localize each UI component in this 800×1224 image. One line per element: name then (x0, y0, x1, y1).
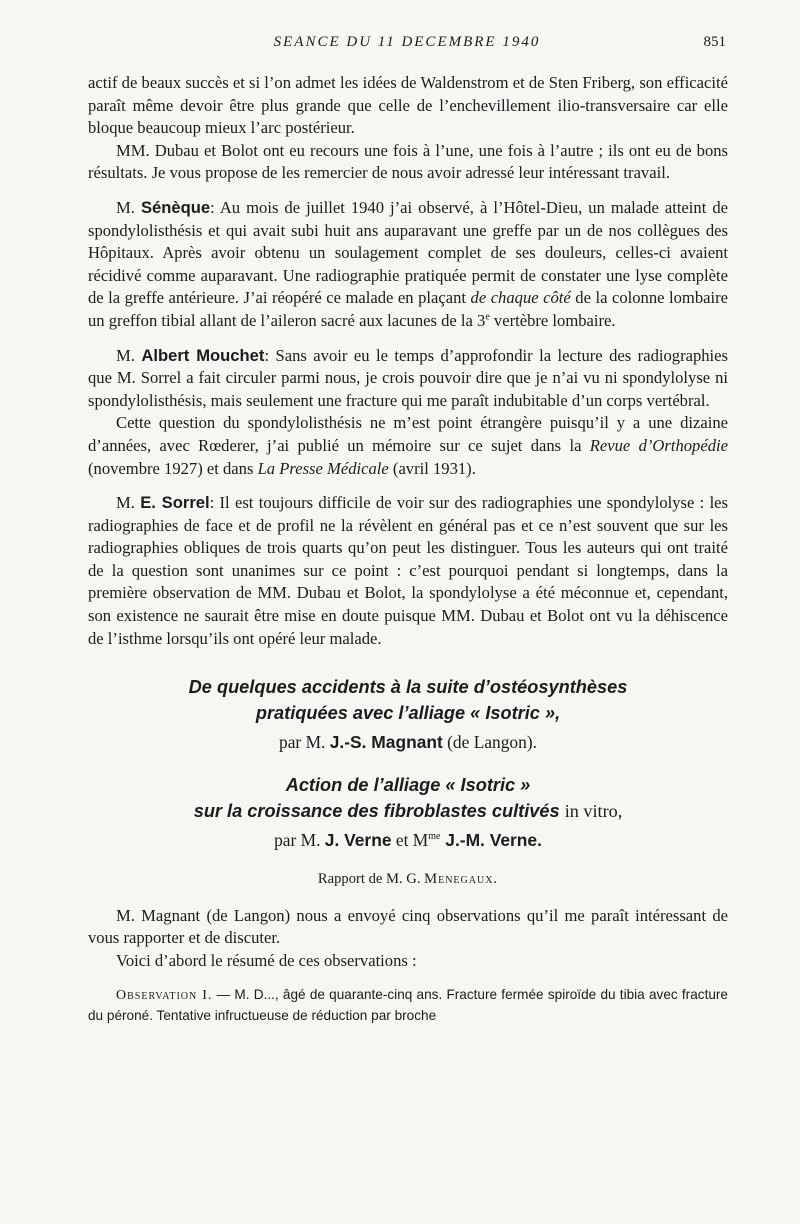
paragraph-text: : Sans avoir eu le temps d’approfondir la lecture des radiographies que M. Sorrel a fait circuler parmi nous, je crois pouvoir dire que je n’ai vu ni spondylolyse ni spondylolisthésis, mais seulement une fracture qui me paraît indubitable d’un corps vertébral. (88, 345, 728, 410)
speaker-prefix: M. (116, 493, 141, 513)
page-body (88, 72, 728, 1026)
author-name: J.-S. Magnant (329, 732, 443, 753)
speaker-name: Albert Mouchet (141, 345, 265, 365)
page-number: 851 (703, 34, 726, 50)
journal-title: La Presse Médicale (257, 458, 389, 478)
title-line (88, 798, 728, 824)
paragraph-conclusion: MM. Dubau et Bolot ont eu recours une fois à l’une, une fois à l’autre ; ils ont eu de bons résultats. Je vous propose de les remercier de nous avoir adressé leur intéressant travail. (88, 140, 728, 183)
author-prefix: par M. (279, 732, 330, 753)
title-line: pratiquées avec l’alliage « Isotric », (255, 703, 561, 724)
author-name: J.-M. Verne. (440, 830, 542, 851)
rapporteur-name: Menegaux. (424, 871, 499, 888)
italic-text: de chaque côté (470, 288, 571, 308)
author-mid: et M (391, 830, 429, 851)
article-title-1 (88, 674, 728, 758)
superscript: e (485, 311, 490, 323)
superscript: me (428, 831, 441, 843)
title-line: Action de l’alliage « Isotric » (285, 775, 531, 796)
article-title-2 (88, 772, 728, 856)
journal-title: Revue d’Orthopédie (589, 435, 728, 455)
title-line: De quelques accidents à la suite d’ostéosynthèses (188, 677, 628, 698)
title-text: sur la croissance des fibroblastes cultivés (193, 801, 565, 822)
speaker-name: Sénèque (140, 197, 211, 217)
page-header (88, 34, 726, 56)
author-line (88, 726, 728, 758)
paragraph-mouchet-continued (88, 412, 728, 480)
author-line (88, 824, 728, 856)
paragraph-summary-intro: Voici d’abord le résumé de ces observations : (116, 951, 417, 971)
speaker-prefix: M. (116, 197, 141, 217)
paragraph-text: Cette question du spondylolisthésis ne m’est point étrangère puisqu’il y a une dizaine d’années, avec Rœderer, j’ai publié un mémoire sur ce sujet dans la (88, 413, 728, 455)
paragraph-seneque (88, 197, 728, 333)
observation-label: Observation I. (116, 987, 213, 1003)
observation-paragraph (88, 985, 728, 1026)
author-name: J. Verne (324, 830, 392, 851)
paragraph-report: M. Magnant (de Langon) nous a envoyé cinq observations qu’il me paraît intéressant de vous rapporter et de discuter. (88, 905, 728, 948)
rapport-prefix: Rapport de M. G. (317, 871, 425, 888)
paragraph-text: (novembre 1927) et dans (88, 458, 258, 478)
paragraph-sorrel (88, 492, 728, 650)
speaker-prefix: M. (116, 345, 142, 365)
paragraph-continuation: actif de beaux succès et si l’on admet les idées de Waldenstrom et de Sten Friberg, son efficacité paraît même devoir être plus grande que celle de l’enchevillement ilio-transversaire car elle bloque beaucoup mieux l’arc postérieur. (88, 73, 728, 138)
title-text-roman: in vitro, (564, 801, 623, 822)
paragraph-text: : Il est toujours difficile de voir sur des radiographies une spondylolyse : les radiographies de face et de profil ne la révèlent en général pas et ce n’est souvent que sur les radiographies obliques de trois quarts qu’on peut les distinguer. Tous les auteurs qui ont traité de la question sont unanimes sur ce point : c’est pourquoi pendant si longtemps, dans la première observation de MM. Dubau et Bolot, la spondylolyse a été méconnue et, cependant, son existence ne saurait être mise en doute puisque MM. Dubau et Bolot ont vu la déhiscence de l’isthme lorsqu’ils ont opéré leur malade. (88, 493, 729, 648)
author-prefix: par M. (274, 830, 325, 851)
running-title: SEANCE DU 11 DECEMBRE 1940 (273, 34, 541, 50)
speaker-name: E. Sorrel (140, 493, 210, 513)
paragraph-text: : Au mois de juillet 1940 j’ai observé, à l’Hôtel-Dieu, un malade atteint de spondylolisthésis et qui avait subi huit ans auparavant une greffe par un de nos collègues des Hôpitaux. Après avoir obtenu un soulagement complet de ses douleurs, celles-ci avaient récidivé comme auparavant. Une radiographie pratiquée permit de constater une lyse complète de la greffe antérieure. J’ai réopéré ce malade en plaçant (88, 197, 728, 308)
paragraph-text: de la colonne lombaire un greffon tibial allant de l’aileron sacré aux lacunes de la 3 (88, 288, 728, 330)
paragraph-text: vertèbre lombaire. (489, 310, 616, 330)
rapport-line (88, 868, 728, 891)
paragraph-text: (avril 1931). (388, 458, 476, 478)
paragraph-mouchet (88, 345, 728, 413)
author-suffix: (de Langon). (442, 732, 537, 753)
observation-text: — M. D..., âgé de quarante-cinq ans. Fracture fermée spiroïde du tibia avec fracture du péroné. Tentative infructueuse de réduction par broche (88, 986, 728, 1023)
